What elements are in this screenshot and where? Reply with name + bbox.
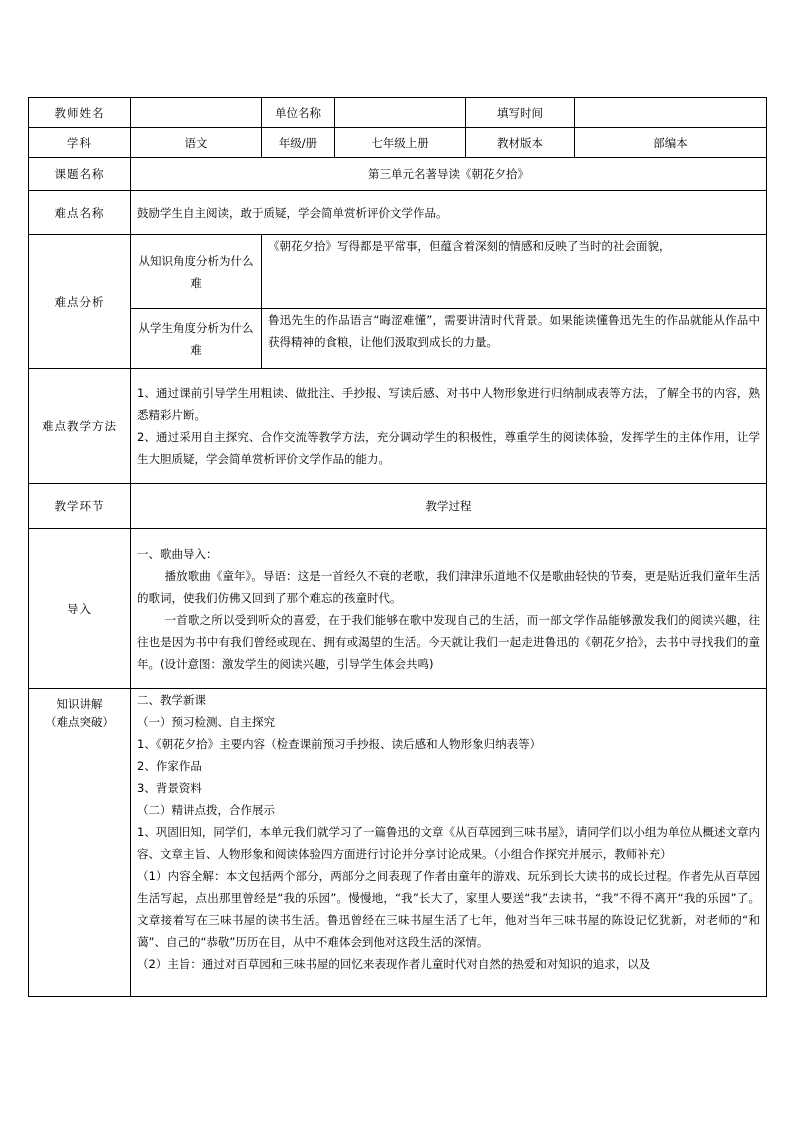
knowledge-line-5: 3、背景资料 bbox=[137, 781, 202, 795]
edition-label: 教材版本 bbox=[466, 128, 575, 158]
knowledge-line-1: 二、教学新课 bbox=[137, 693, 206, 707]
knowledge-label-1: 知识讲解 bbox=[56, 697, 103, 711]
topic-value: 第三单元名著导读《朝花夕拾》 bbox=[131, 158, 767, 191]
intro-heading: 一、歌曲导入： bbox=[137, 546, 218, 561]
knowledge-line-3: 1、《朝花夕拾》主要内容（检查课前预习手抄报、读后感和人物形象归纳表等） bbox=[137, 737, 542, 751]
difficulty-value: 鼓励学生自主阅读，敢于质疑，学会简单赏析评价文学作品。 bbox=[131, 191, 767, 235]
student-angle-content: 鲁迅先生的作品语言“晦涩难懂”，需要讲清时代背景。如果能读懂鲁迅先生的作品就能从作品中获得精神的食粮，让他们汲取到成长的力量。 bbox=[262, 309, 767, 369]
topic-label: 课题名称 bbox=[29, 158, 131, 191]
knowledge-label bbox=[29, 689, 131, 997]
knowledge-line-7: 1、巩固旧知，同学们，本单元我们就学习了一篇鲁迅的文章《从百草园到三味书屋》，请同学们以小组为单位从概述文章内容、文章主旨、人物形象和阅读体验四方面进行讨论并分享讨论成果。（小组合作探究并展示，教师补充） bbox=[137, 825, 760, 861]
teacher-name-label: 教师姓名 bbox=[29, 98, 131, 128]
intro-paragraph-1: 播放歌曲《童年》。导语：这是一首经久不衰的老歌，我们津津乐道地不仅是歌曲轻快的节奏，更是贴近我们童年生活的歌词，使我们仿佛又回到了那个难忘的孩童时代。 bbox=[137, 568, 760, 605]
knowledge-line-6: （二）精讲点拨，合作展示 bbox=[137, 803, 275, 817]
intro-content bbox=[131, 529, 767, 689]
knowledge-line-4: 2、作家作品 bbox=[137, 759, 202, 773]
knowledge-angle-label bbox=[131, 235, 262, 309]
unit-name-value[interactable] bbox=[335, 98, 466, 128]
knowledge-angle-text: 从知识角度分析为什么难 bbox=[138, 253, 254, 290]
methods-content bbox=[131, 369, 767, 484]
edition-value: 部编本 bbox=[575, 128, 767, 158]
knowledge-line-8: （1）内容全解：本文包括两个部分，两部分之间表现了作者由童年的游戏、玩乐到长大读书的成长过程。作者先从百草园生活写起，点出那里曾经是“我的乐园”。慢慢地，“我”长大了，家里人要送“我”去读书，“我”不得不离开“我的乐园”了。文章接着写在三味书屋的读书生活。鲁迅曾经在三味书屋生活了七年，他对当年三味书屋的陈设记忆犹新，对老师的“和蔼”、自己的“恭敬”历历在目，从中不难体会到他对这段生活的深情。 bbox=[137, 869, 760, 949]
subject-value: 语文 bbox=[131, 128, 262, 158]
intro-label: 导入 bbox=[29, 529, 131, 689]
grade-value: 七年级上册 bbox=[335, 128, 466, 158]
knowledge-angle-content: 《朝花夕拾》写得都是平常事，但蕴含着深刻的情感和反映了当时的社会面貌， bbox=[262, 235, 767, 309]
method-item-1: 1、通过课前引导学生用粗读、做批注、手抄报、写读后感、对书中人物形象进行归纳制成表等方法，了解全书的内容，熟悉精彩片断。 bbox=[137, 386, 760, 422]
lesson-plan-table bbox=[28, 97, 767, 997]
difficulty-label: 难点名称 bbox=[29, 191, 131, 235]
teacher-name-value[interactable] bbox=[131, 98, 262, 128]
subject-label: 学科 bbox=[29, 128, 131, 158]
stage-header: 教学环节 bbox=[29, 484, 131, 529]
fill-time-label: 填写时间 bbox=[466, 98, 575, 128]
knowledge-line-9: （2）主旨：通过对百草园和三味书屋的回忆来表现作者儿童时代对自然的热爱和对知识的追求，以及 bbox=[137, 957, 651, 971]
methods-label: 难点教学方法 bbox=[29, 369, 131, 484]
knowledge-line-2: （一）预习检测、自主探究 bbox=[137, 715, 275, 729]
analysis-label: 难点分析 bbox=[29, 235, 131, 369]
student-angle-label bbox=[131, 309, 262, 369]
process-header: 教学过程 bbox=[131, 484, 767, 529]
student-angle-text: 从学生角度分析为什么难 bbox=[138, 320, 254, 357]
unit-name-label: 单位名称 bbox=[262, 98, 335, 128]
intro-paragraph-2: 一首歌之所以受到听众的喜爱，在于我们能够在歌中发现自己的生活，而一部文学作品能够激发我们的阅读兴趣，往往也是因为书中有我们曾经或现在、拥有或渴望的生活。今天就让我们一起走进鲁迅的《朝花夕拾》，去书中寻找我们的童年。(设计意图：激发学生的阅读兴趣，引导学生体会共鸣) bbox=[137, 612, 760, 671]
fill-time-value[interactable] bbox=[575, 98, 767, 128]
knowledge-content bbox=[131, 689, 767, 997]
grade-label: 年级/册 bbox=[262, 128, 335, 158]
method-item-2: 2、通过采用自主探究、合作交流等教学方法，充分调动学生的积极性，尊重学生的阅读体验，发挥学生的主体作用，让学生大胆质疑，学会简单赏析评价文学作品的能力。 bbox=[137, 430, 760, 466]
knowledge-label-2: （难点突破） bbox=[45, 715, 114, 729]
